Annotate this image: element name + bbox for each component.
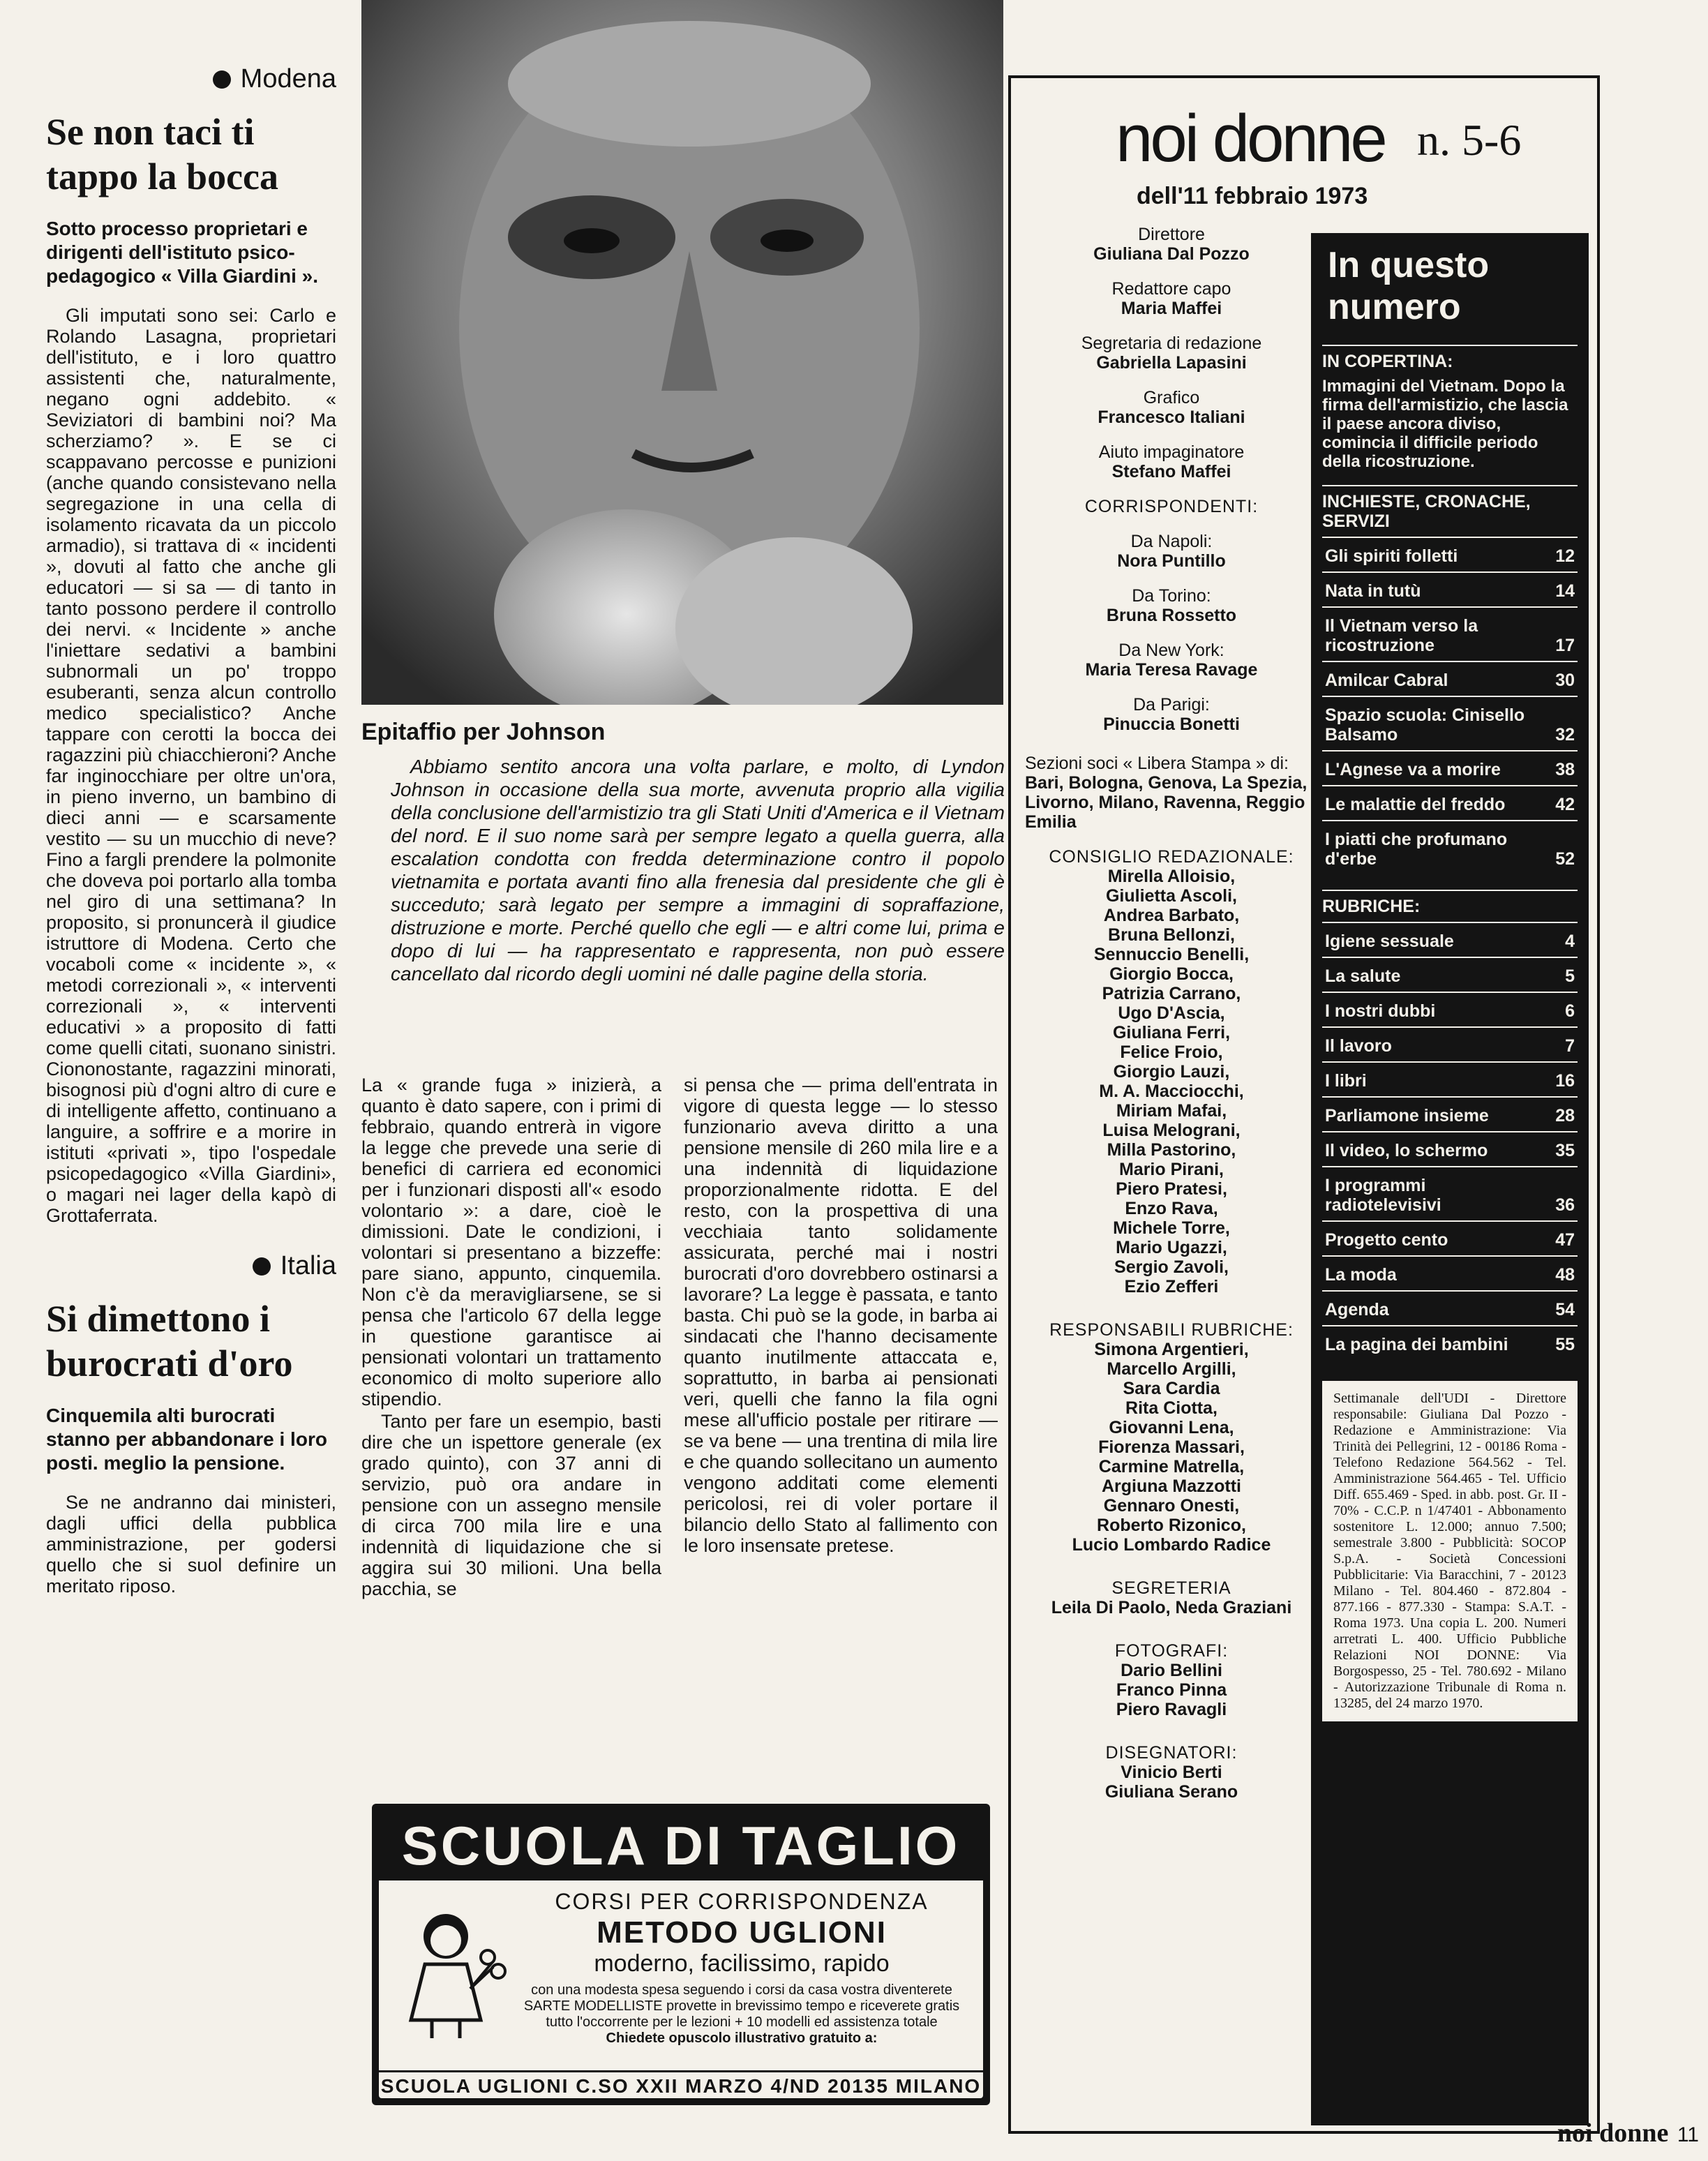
toc-entry <box>1322 1220 1578 1255</box>
segreteria-heading: SEGRETERIA <box>1111 1578 1231 1598</box>
toc-entry-title: Igiene sessuale <box>1325 932 1454 951</box>
toc-entry <box>1322 1166 1578 1220</box>
staff-name: Giuliana Serano <box>1104 1782 1238 1802</box>
toc-entry-title: Spazio scuola: Cinisello Balsamo <box>1325 705 1525 745</box>
toc-entry-title: Progetto cento <box>1325 1230 1448 1250</box>
toc-entry-page: 52 <box>1555 849 1575 869</box>
consiglio-list <box>1025 867 1318 1296</box>
toc-inchieste-heading: INCHIESTE, CRONACHE, SERVIZI <box>1322 485 1578 531</box>
toc-entry-page: 35 <box>1555 1141 1575 1160</box>
masthead-issue: n. 5-6 <box>1417 115 1522 165</box>
corrispondenti-heading: CORRISPONDENTI: <box>1084 497 1259 516</box>
toc-entry <box>1322 571 1578 606</box>
toc-cover-text: Immagini del Vietnam. Dopo la firma dell'armistizio, che lascia il paese ancora diviso, comincia il difficile periodo della ricostruzione. <box>1322 377 1568 471</box>
staff-name: Michele Torre, <box>1113 1218 1230 1238</box>
scuola-di-taglio-advert <box>372 1804 990 2105</box>
johnson-photo <box>361 0 1003 705</box>
advert-method: METODO UGLIONI <box>597 1915 887 1950</box>
toc-entry-title: Agenda <box>1325 1300 1389 1319</box>
toc-entry-page: 55 <box>1555 1335 1575 1354</box>
staff-name: Rita Ciotta, <box>1125 1398 1218 1418</box>
staff-name: Vinicio Berti <box>1121 1763 1222 1782</box>
staff-name: M. A. Macciocchi, <box>1099 1082 1244 1101</box>
article2-deck: Cinquemila alti burocrati stanno per abbandonare i loro posti. meglio la pensione. <box>46 1405 327 1474</box>
staff-name: Mario Ugazzi, <box>1116 1238 1227 1257</box>
photo-story-text: Abbiamo sentito ancora una volta parlare, e molto, di Lyndon Johnson in occasione della sua morte, avvenuta proprio alla vigilia della conclusione dell'armistizio tra gli Stati Uniti d'America e il Vietnam del nord. E il suo nome sarà per sempre legato a quella guerra, alla escalation condotta con fredda determinazione contro il popolo vietnamita e portata avanti fino alla frenesia dal presidente che gli è succeduto; sarà legato per sempre a immagini di sopraffazione, distruzione e morte. Perché quello che egli — e altri come lui, prima e dopo di lui — ha rappresentato e rappresenta, non può essere cancellato dal ricordo degli uomini né dalle pagine della storia. <box>391 756 1005 985</box>
disegnatori-heading: DISEGNATORI: <box>1105 1743 1238 1763</box>
toc-entry-title: Amilcar Cabral <box>1325 671 1448 690</box>
toc-entry-title: Gli spiriti folletti <box>1325 546 1458 566</box>
staff-name: Mirella Alloisio, <box>1107 867 1236 886</box>
staff-entry: Grafico Francesco Italiani <box>1098 388 1245 427</box>
staff-name: Giulietta Ascoli, <box>1105 886 1237 906</box>
staff-name: Marcello Argilli, <box>1107 1359 1236 1379</box>
colophon: Settimanale dell'UDI - Direttore responsabile: Giuliana Dal Pozzo - Redazione e Amministrazione: Via Trinità dei Pellegrini, 12 - 00186 Roma - Telefono Redazione 564.562 - Tel. Amministrazione 564.465 - Tel. Ufficio Diff. 655.469 - Sped. in abb. post. Gr. II - 70% - C.C.P. n 1/47401 - Abbonamento sostenitore L. 12.000; annuo 7.500; semestrale 3.800 - Pubblicità: SOCOP S.p.A. - Società Concessioni Pubblicitarie: Via Baracchini, 7 - 20123 Milano - Tel. 804.460 - 872.804 - 877.166 - 877.330 - Stampa: S.A.T. - Roma 1973. Una copia L. 200. Numeri arretrati L. 400. Ufficio Pubbliche Relazioni NOI DONNE: Via Borgospesso, 25 - Tel. 780.692 - Milano - Autorizzazione Tribunale di Roma n. 13285, del 24 marzo 1970. <box>1322 1381 1578 1721</box>
staff-name: Milla Pastorino, <box>1107 1140 1236 1160</box>
toc-entry-title: La salute <box>1325 966 1401 986</box>
article2-paragraph: si pensa che — prima dell'entrata in vigore di questa legge — lo stesso funzionario aveva diritto a una pensione mensile di 260 mila lire e a una indennità di liquidazione proporzionalmente ridotta. E del resto, con la prospettiva di una vecchiaia tanto solidamente assicurata, perché mai i nostri burocrati d'oro dovrebbero ostinarsi a lavorare? La legge è passata, e tanto basta. Chi può se la gode, in barba ai sindacati che l'hanno decisamente quanto inutilmente attaccata e, soprattutto, in barba ai pensionati veri, quelli che fanno la fila ogni mese all'ufficio postale per ritirare — se va bene — una trentina di mila lire e che quando sollecitano un aumento vengono additati come elementi pericolosi, rei di voler portare il bilancio dello Stato al fallimento con le loro insensate pretese. <box>684 1075 998 1556</box>
toc-entry-title: L'Agnese va a morire <box>1325 760 1501 779</box>
article1-deck: Sotto processo proprietari e dirigenti dell'istituto psico-pedagogico « Villa Giardini ». <box>46 218 319 287</box>
disegnatori-list <box>1025 1763 1318 1802</box>
staff-name: Giorgio Lauzi, <box>1113 1062 1230 1082</box>
article2-headline: Si dimettono i burocrati d'oro <box>46 1298 293 1384</box>
toc-entry <box>1322 696 1578 750</box>
toc-entry-title: I nostri dubbi <box>1325 1001 1436 1021</box>
staff-list <box>1025 225 1318 1802</box>
staff-name: Argiuna Mazzotti <box>1102 1476 1241 1496</box>
bullet-icon <box>213 70 231 89</box>
article2-intro: Se ne andranno dai ministeri, dagli uffici della pubblica amministrazione, per godersi quello che si suol definire un meritato riposo. <box>46 1492 336 1597</box>
toc-entry-page: 7 <box>1565 1036 1575 1056</box>
staff-name: Giorgio Bocca, <box>1109 964 1234 984</box>
toc-entry <box>1322 992 1578 1026</box>
toc-entry-page: 12 <box>1555 546 1575 566</box>
toc-entry-title: Il video, lo schermo <box>1325 1141 1488 1160</box>
toc-title: In questo numero <box>1328 245 1490 327</box>
staff-name: Gennaro Onesti, <box>1103 1496 1240 1516</box>
toc-entry <box>1322 1255 1578 1290</box>
staff-name: Lucio Lombardo Radice <box>1072 1535 1271 1555</box>
toc-entry <box>1322 661 1578 696</box>
toc-entry <box>1322 1325 1578 1360</box>
staff-entry: Redattore capo Maria Maffei <box>1111 279 1231 318</box>
bullet-icon <box>253 1257 271 1276</box>
staff-name: Enzo Rava, <box>1125 1199 1218 1218</box>
staff-entry: Segretaria di redazione Gabriella Lapasini <box>1081 334 1262 373</box>
toc-entry-page: 42 <box>1555 795 1575 814</box>
advert-request: Chiedete opuscolo illustrativo gratuito a: <box>606 2031 878 2046</box>
staff-name: Carmine Matrella, <box>1098 1457 1245 1476</box>
staff-name: Simona Argentieri, <box>1094 1340 1249 1359</box>
toc-entry-page: 6 <box>1565 1001 1575 1021</box>
toc-entry-title: Il Vietnam verso la ricostruzione <box>1325 616 1478 655</box>
staff-name: Fiorenza Massari, <box>1098 1437 1245 1457</box>
toc-entry-title: Nata in tutù <box>1325 581 1421 601</box>
page-footer <box>1490 2118 1699 2148</box>
table-of-contents <box>1311 233 1589 2125</box>
toc-entry <box>1322 957 1578 992</box>
toc-entry-title: I piatti che profumano d'erbe <box>1325 830 1508 869</box>
toc-entry-page: 28 <box>1555 1106 1575 1126</box>
masthead-date: dell'11 febbraio 1973 <box>1137 183 1368 209</box>
toc-entry-title: I libri <box>1325 1071 1367 1091</box>
staff-name: Luisa Melograni, <box>1102 1121 1241 1140</box>
staff-name: Ezio Zefferi <box>1124 1277 1219 1296</box>
staff-name: Roberto Rizonico, <box>1097 1516 1246 1535</box>
staff-name: Miriam Mafai, <box>1116 1101 1227 1121</box>
staff-entry: Da Parigi: Pinuccia Bonetti <box>1103 695 1240 734</box>
consiglio-heading: CONSIGLIO REDAZIONALE: <box>1049 847 1294 867</box>
sezioni-soci: Sezioni soci « Libera Stampa » di: Bari, Bologna, Genova, La Spezia, Livorno, Milano, Ravenna, Reggio Emilia <box>1025 754 1308 832</box>
fotografi-list <box>1025 1661 1318 1719</box>
staff-name: Giovanni Lena, <box>1109 1418 1234 1437</box>
staff-entry: Da Napoli: Nora Puntillo <box>1117 532 1226 571</box>
toc-cover-heading: IN COPERTINA: <box>1322 345 1578 371</box>
staff-entry: Direttore Giuliana Dal Pozzo <box>1093 225 1250 264</box>
staff-name: Sergio Zavoli, <box>1114 1257 1229 1277</box>
toc-entry-page: 14 <box>1555 581 1575 601</box>
segreteria-names: Leila Di Paolo, Neda Graziani <box>1051 1598 1292 1617</box>
staff-name: Sennuccio Benelli, <box>1093 945 1250 964</box>
staff-name: Piero Ravagli <box>1116 1700 1227 1719</box>
article2-column-3 <box>684 1075 998 1556</box>
toc-entry-page: 4 <box>1565 932 1575 951</box>
staff-name: Patrizia Carrano, <box>1102 984 1241 1003</box>
toc-entry-page: 32 <box>1555 725 1575 745</box>
article1-headline: Se non taci ti tappo la bocca <box>46 111 279 197</box>
advert-small-text: con una modesta spesa seguendo i corsi da casa vostra diventerete SARTE MODELLISTE provette in brevissimo tempo e riceverete gratis tutto l'occorrente per le lezioni + 10 modelli ed assistenza totale Chiedete opuscolo illustrativo gratuito a: <box>523 1982 960 2046</box>
staff-name: Piero Pratesi, <box>1116 1179 1227 1199</box>
responsabili-list <box>1025 1340 1318 1555</box>
left-column <box>46 64 336 2130</box>
toc-entry <box>1322 820 1578 874</box>
responsabili-heading: RESPONSABILI RUBRICHE: <box>1049 1320 1294 1340</box>
staff-name: Andrea Barbato, <box>1103 906 1240 925</box>
toc-entry <box>1322 606 1578 661</box>
advert-tagline: moderno, facilissimo, rapido <box>594 1950 890 1977</box>
toc-entry-title: I programmi radiotelevisivi <box>1325 1176 1441 1215</box>
staff-name: Sara Cardia <box>1123 1379 1220 1398</box>
toc-entry-page: 48 <box>1555 1265 1575 1285</box>
staff-name: Ugo D'Ascia, <box>1118 1003 1225 1023</box>
article1-body: Gli imputati sono sei: Carlo e Rolando Lasagna, proprietari dell'istituto, e i loro quattro assistenti che, naturalmente, negano ogni addebito. « Seviziatori di bambini noi? Ma scherziamo? ». E se ci scappavano percosse e punizioni (anche quando consistevano nella segregazione in una cella di isolamento ricavata da un piccolo armadio), si trattava di « incidenti », dovuti al fatto che anche gli educatori — si sa — di tanto in tanto possono perdere il controllo dei nervi. « Incidente » anche l'iniettare sedativi a bambini subnormali un po' troppo esuberanti, senza alcun controllo medico specialistico? Anche tappare con cerotti la bocca dei ragazzini più chiacchieroni? Anche far inginocchiare per oltre un'ora, in pieno inverno, un bambino di dieci anni — e scarsamente vestito — su un mucchio di neve? Fino a fargli prendere la polmonite che doveva poi portarlo alla tomba nel giro di una settimana? In proposito, si pronuncerà il giudice istruttore di Modena. Certo che vocaboli come « incidente », « metodi correzionali », « interventi correzionali », « interventi educativi » a proposito di fatti come quelli citati, suonano sinistri. Ciononostante, ragazzini minorati, bisognosi più d'ogni altro di cure e di intelligente affetto, continuano a languire, a soffrire e a morire in istituti «privati », tipo l'ospedale psicopedagogico «Villa Giardini», o magari nei lager della kapò di Grottaferrata. <box>46 305 336 1226</box>
toc-entry-title: La moda <box>1325 1265 1397 1285</box>
toc-entry-page: 17 <box>1555 636 1575 655</box>
photo-caption: Epitaffio per Johnson <box>361 719 606 745</box>
staff-name: Franco Pinna <box>1116 1680 1227 1700</box>
page-number: 11 <box>1677 2123 1699 2146</box>
staff-name: Felice Froio, <box>1120 1042 1223 1062</box>
masthead-box <box>1008 75 1600 2134</box>
toc-entry-page: 36 <box>1555 1195 1575 1215</box>
toc-inchieste-list <box>1322 537 1578 874</box>
article2-column-2 <box>361 1075 661 1599</box>
section-tag-modena: Modena <box>46 64 336 94</box>
toc-entry-page: 38 <box>1555 760 1575 779</box>
staff-entry: Aiuto impaginatore Stefano Maffei <box>1098 442 1245 481</box>
toc-entry-title: La pagina dei bambini <box>1325 1335 1508 1354</box>
toc-entry <box>1322 1131 1578 1166</box>
toc-entry-title: Le malattie del freddo <box>1325 795 1506 814</box>
toc-entry-page: 16 <box>1555 1071 1575 1091</box>
fotografi-heading: FOTOGRAFI: <box>1114 1641 1229 1661</box>
toc-entry <box>1322 537 1578 571</box>
advert-subtitle: CORSI PER CORRISPONDENZA <box>555 1889 929 1914</box>
toc-entry <box>1322 1096 1578 1131</box>
toc-rubriche-heading: RUBRICHE: <box>1322 890 1578 916</box>
staff-name: Giuliana Ferri, <box>1112 1023 1231 1042</box>
toc-rubriche-list <box>1322 922 1578 1360</box>
masthead-title: noi donne <box>1116 101 1385 176</box>
toc-entry-page: 47 <box>1555 1230 1575 1250</box>
toc-entry <box>1322 785 1578 820</box>
staff-name: Dario Bellini <box>1121 1661 1222 1680</box>
toc-entry-page: 5 <box>1565 966 1575 986</box>
toc-entry <box>1322 1026 1578 1061</box>
staff-entry: Da Torino: Bruna Rossetto <box>1106 586 1237 625</box>
article2-paragraph: La « grande fuga » inizierà, a quanto è dato sapere, con i primi di febbraio, quando entrerà in vigore la legge che prevede una serie di benefici di carriera ed economici per i funzionari disposti all'« esodo volontario »: a dare, cioè le dimissioni. Date le condizioni, i volontari si presentano a bizzeffe: pare siano, appunto, cinquemila. Non c'è da meravigliarsene, se si pensa che l'articolo 67 della legge in questione garantisce ai pensionati volontari un trattamento economico di molto superiore allo stipendio. <box>361 1075 661 1409</box>
toc-entry <box>1322 750 1578 785</box>
advert-title: SCUOLA DI TAGLIO <box>379 1811 983 1880</box>
toc-entry-title: Parliamone insieme <box>1325 1106 1489 1126</box>
toc-entry <box>1322 922 1578 957</box>
footer-brand: noi donne <box>1557 2118 1669 2148</box>
toc-entry-page: 30 <box>1555 671 1575 690</box>
seamstress-doll-icon <box>404 1901 509 2041</box>
portrait-image <box>361 0 1003 705</box>
section-tag-italia: Italia <box>46 1251 336 1281</box>
article2-paragraph: Tanto per fare un esempio, basti dire che un ispettore generale (ex grado quinto), con 37 anni di servizio, può ora andare in pensione con un assegno mensile di circa 700 mila lire e una indennità di liquidazione che si aggira sui 30 milioni. Una bella pacchia, se <box>361 1411 661 1599</box>
toc-entry <box>1322 1061 1578 1096</box>
staff-entry: Da New York: Maria Teresa Ravage <box>1085 641 1258 680</box>
toc-entry-title: Il lavoro <box>1325 1036 1392 1056</box>
staff-name: Mario Pirani, <box>1118 1160 1224 1179</box>
staff-name: Bruna Bellonzi, <box>1108 925 1235 945</box>
toc-entry-page: 54 <box>1555 1300 1575 1319</box>
advert-footer: SCUOLA UGLIONI C.SO XXII MARZO 4/ND 20135 MILANO <box>379 2070 983 2098</box>
toc-entry <box>1322 1290 1578 1325</box>
